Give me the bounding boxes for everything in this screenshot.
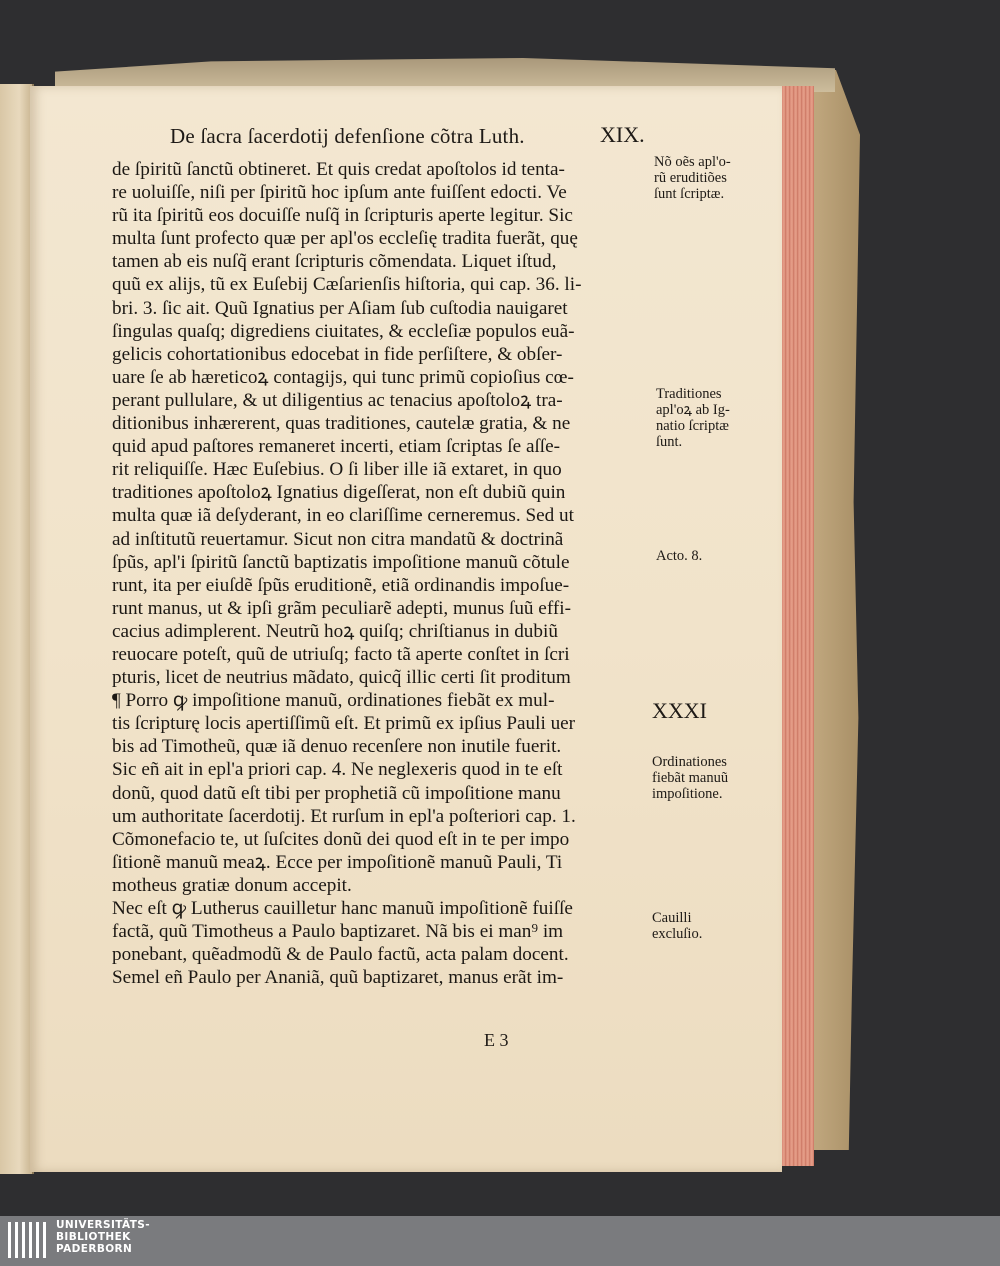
text-line: perant pullulare, & ut diligentius ac tenacius apoſtoloꝝ tra- (112, 389, 563, 411)
logo-line: BIBLIOTHEK (56, 1231, 131, 1243)
marginal-note-line: rũ eruditiões (654, 170, 727, 186)
marginal-note (652, 910, 702, 942)
text-line: multa ſunt profecto quæ per apl'os eccleſię tradita fuerãt, quę (112, 228, 578, 250)
marginal-note-line: ſunt ſcriptæ. (654, 186, 725, 202)
marginal-note-line: ſunt. (656, 434, 683, 450)
marginal-note-line: excluſio. (652, 926, 703, 942)
logo-line: UNIVERSITÄTS- (56, 1219, 151, 1231)
marginal-note (654, 154, 731, 202)
marginal-note (656, 386, 730, 450)
marginal-note-line: apl'oꝝ ab Ig- (656, 402, 730, 418)
marginal-note (656, 548, 702, 564)
logo-line: PADERBORN (56, 1243, 133, 1255)
text-line: pturis, licet de neutrius mãdato, quicq̃ illic certi ſit proditum (112, 667, 571, 689)
text-line: de ſpiritũ ſanctũ obtineret. Et quis credat apoſtolos id tenta- (112, 159, 565, 180)
text-line: bri. 3. ſic ait. Quũ Ignatius per Aſiam ſub cuſtodia nauigaret (112, 297, 568, 319)
folio-number: XIX. (600, 122, 645, 147)
text-line: ¶ Porro ꝙ impoſitione manuũ, ordinationes fiebãt ex mul- (112, 690, 555, 712)
marginal-note-line: fiebãt manuũ (652, 770, 729, 786)
text-line: runt, ita per eiuſdẽ ſpũs eruditionẽ, etiã ordinandis impoſue- (112, 574, 570, 596)
text-line: quũ ex alijs, tũ ex Euſebij Cæſarienſis hiſtoria, qui cap. 36. li- (112, 274, 582, 296)
marginal-note-line: impoſitione. (652, 786, 723, 802)
text-line: ſingulas quaſq; digrediens ciuitates, & eccleſiæ populos euã- (112, 320, 575, 342)
text-line: tamen ab eis nuſq̃ erant ſcripturis cõmendata. Liquet iſtud, (112, 251, 557, 273)
text-line: runt manus, ut & ipſi grãm peculiarẽ adepti, munus ſuũ effi- (112, 597, 571, 619)
library-logo-text (56, 1219, 150, 1255)
text-line: ſpũs, apl'i ſpiritũ ſanctũ baptizatis impoſitione manuũ cõtule (112, 551, 570, 573)
chapter-number: XXXI (652, 698, 707, 723)
text-line: Semel eñ Paulo per Ananiã, quũ baptizaret, manus erãt im- (112, 967, 564, 989)
text-line: motheus gratiæ donum accepit. (112, 874, 352, 896)
text-line: Sic eñ ait in epl'a priori cap. 4. Ne neglexeris quod in te eſt (112, 759, 563, 781)
left-page-edge (0, 84, 34, 1174)
text-line: donũ, quod datũ eſt tibi per prophetiã cũ impoſitione manu (112, 782, 561, 804)
signature-mark: E 3 (484, 1030, 509, 1050)
text-line: uare ſe ab hæreticoꝝ contagijs, qui tunc primũ copioſius cœ- (112, 366, 574, 388)
marginal-note-line: Ordinationes (652, 754, 727, 770)
text-line: ditionibus inhærerent, quas traditiones, cautelæ gratia, & ne (112, 413, 571, 435)
text-line: bis ad Timotheũ, quæ iã denuo recenſere non inutile fuerit. (112, 736, 562, 758)
text-line: um authoritate ſacerdotij. Et rurſum in epl'a poſteriori cap. 1. (112, 805, 576, 827)
marginal-note (652, 754, 728, 802)
text-line: ſitionẽ manuũ meaꝝ. Ecce per impoſitionẽ manuũ Pauli, Ti (112, 851, 563, 873)
text-line: Cõmonefacio te, ut ſuſcites donũ dei quod eſt in te per impo (112, 828, 570, 850)
text-line: cacius adimplerent. Neutrũ hoꝝ quiſq; chriſtianus in dubiũ (112, 620, 558, 642)
text-line: ponebant, quẽadmodũ & de Paulo factũ, acta palam docent. (112, 944, 569, 966)
text-line: multa quæ iã deſyderant, in eo clariſſime cerneremus. Sed ut (112, 505, 574, 527)
text-line: tis ſcripturę locis apertiſſimũ eſt. Et primũ ex ipſius Pauli uer (112, 713, 576, 735)
text-line: ad inſtitutũ reuertamur. Sicut non citra mandatũ & doctrinã (112, 528, 564, 550)
text-line: traditiones apoſtoloꝝ Ignatius digeſſerat, non eſt dubiũ quin (112, 482, 566, 504)
text-line: gelicis cohortationibus edocebat in fide perſiſtere, & obſer- (112, 343, 563, 365)
text-line: rit reliquiſſe. Hæc Euſebius. O ſi liber ille iã extaret, in quo (112, 459, 562, 481)
text-line: re uoluiſſe, niſi per ſpiritũ hoc ipſum ante fuiſſent edocti. Ve (112, 182, 567, 204)
marginal-note-line: natio ſcriptæ (656, 418, 729, 434)
marginal-note-line: Traditiones (656, 386, 722, 402)
text-line: rũ ita ſpiritũ eos docuiſſe nuſq̃ in ſcripturis aperte legitur. Sic (112, 205, 573, 227)
marginal-note-line: Acto. 8. (656, 548, 703, 564)
text-line: factã, quũ Timotheus a Paulo baptizaret. Nã bis ei man⁹ im (112, 921, 564, 943)
marginal-note-line: Cauilli (652, 910, 692, 926)
text-line: Nec eſt ꝙ Lutherus cauilletur hanc manuũ impoſitionẽ fuiſſe (112, 898, 573, 919)
marginal-note-line: Nõ oẽs apl'o- (654, 154, 731, 170)
running-head: De ſacra ſacerdotij defenſione cõtra Luth. (170, 124, 525, 148)
text-line: reuocare poteſt, quũ de utriuſq; facto tã aperte conſtet in ſcri (112, 643, 570, 665)
library-logo-icon (8, 1222, 48, 1258)
page-fore-edge (778, 86, 814, 1166)
body-text (112, 158, 657, 989)
text-line: quid apud paſtores remaneret incerti, etiam ſcriptas ſe aſſe- (112, 436, 561, 458)
